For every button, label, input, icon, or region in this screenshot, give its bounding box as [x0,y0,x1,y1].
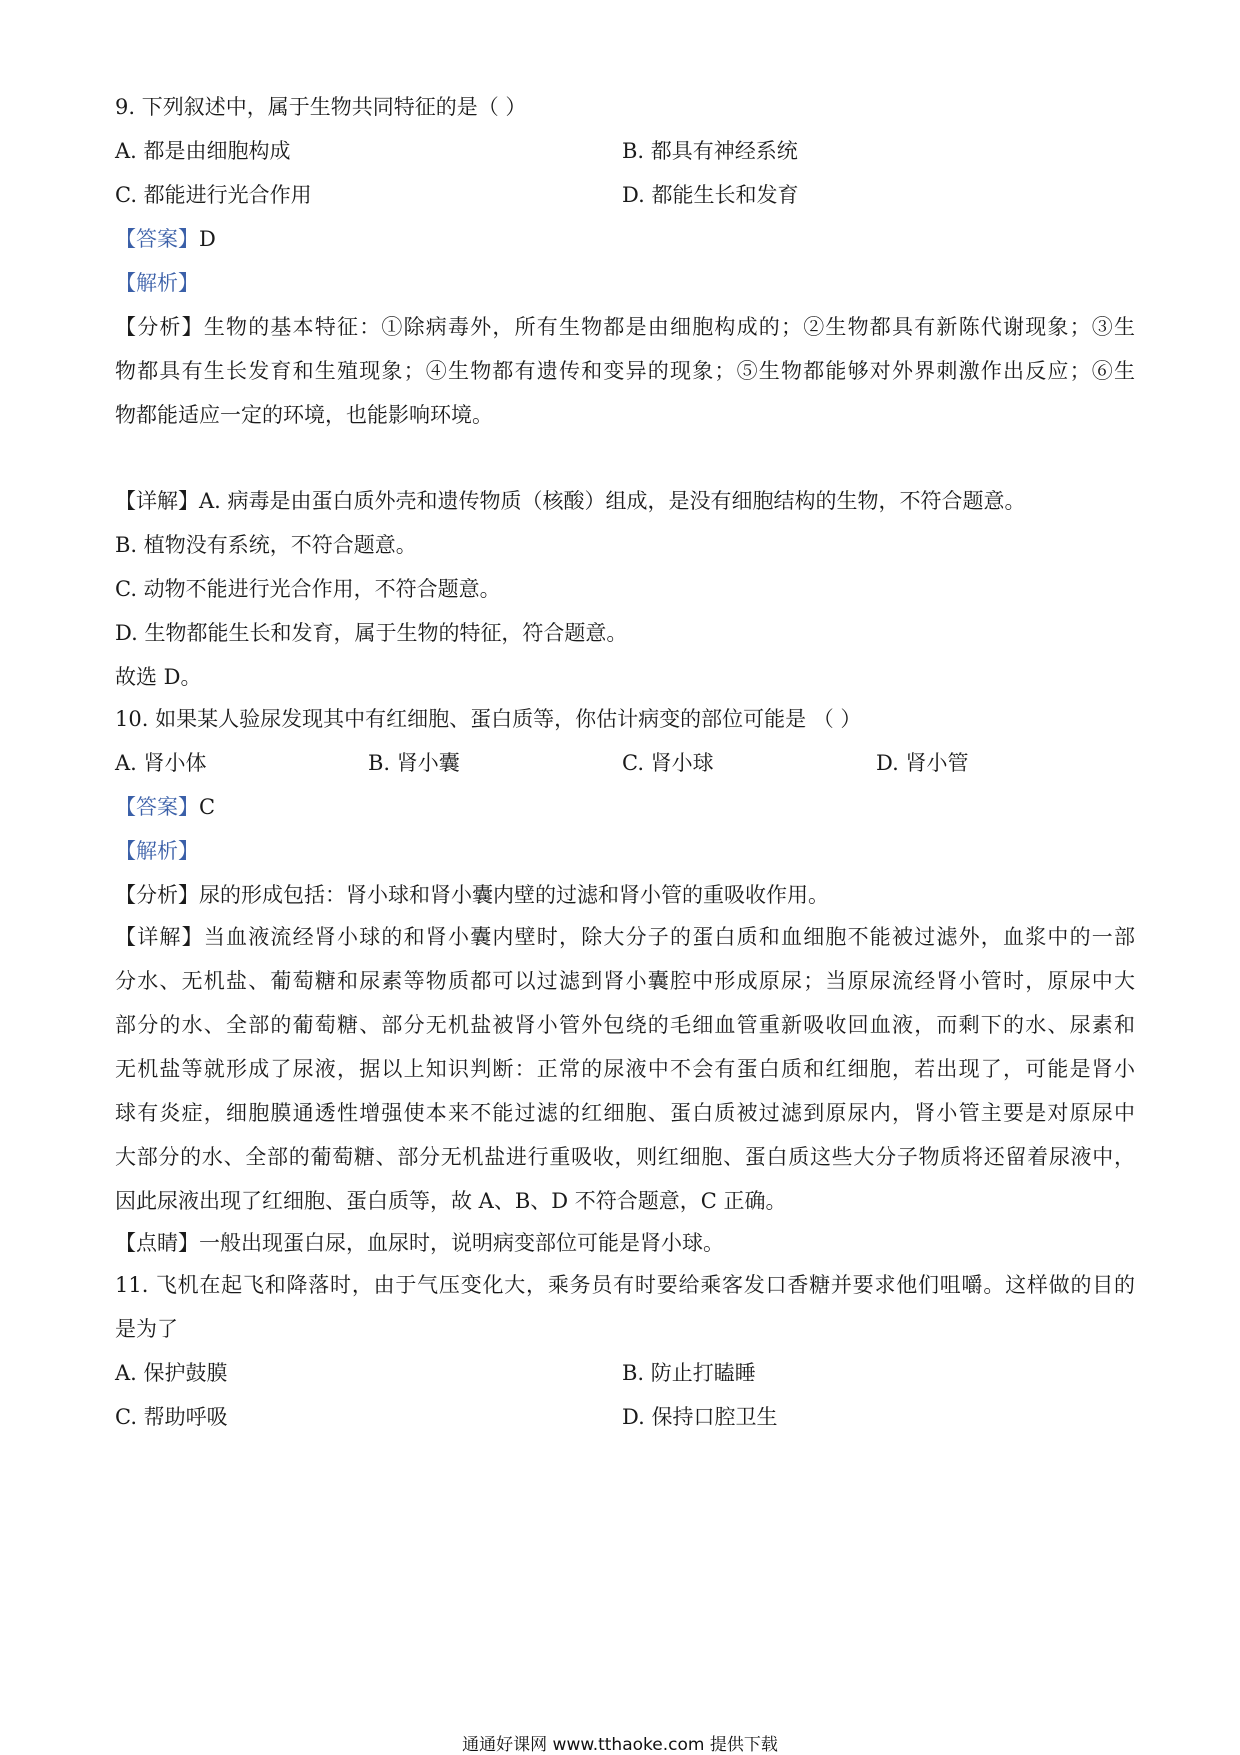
q9-fenxi-tag: 【分析】 [115,315,204,339]
q10-fenxi-tag: 【分析】 [115,883,199,907]
q9-fenxi-text-1: 生物的基本特征：①除病毒外，所有生物都是由细胞构成的；②生物都具有新陈代谢现象；③生 [203,315,1136,339]
q9-fenxi-line-3: 物都能适应一定的环境，也能影响环境。 [115,403,493,427]
q9-xiangjie-line-2: B. 植物没有系统，不符合题意。 [115,533,417,557]
q9-analysis-tag [115,268,1135,298]
q10-option-b: B. 肾小囊 [368,751,460,775]
q9-stem: 9. 下列叙述中，属于生物共同特征的是（ ） [115,95,527,119]
q11-option-b: B. 防止打瞌睡 [622,1361,756,1385]
q9-option-d: D. 都能生长和发育 [622,183,799,207]
q10-fenxi-line [115,880,1135,910]
q9-answer-value: D [199,227,216,251]
q9-xiangjie-text-1: A. 病毒是由蛋白质外壳和遗传物质（核酸）组成，是没有细胞结构的生物，不符合题意。 [199,489,1026,513]
q10-option-a: A. 肾小体 [115,751,207,775]
q10-answer-value: C [199,795,216,819]
q11-stem-line-2: 是为了 [115,1317,178,1341]
q10-xiangjie-line-6: 大部分的水、全部的葡萄糖、部分无机盐进行重吸收，则红细胞、蛋白质这些大分子物质将还留着尿液中， [115,1145,1135,1169]
q10-xiangjie-line-2: 分水、无机盐、葡萄糖和尿素等物质都可以过滤到肾小囊腔中形成原尿；当原尿流经肾小管时，原尿中大 [115,969,1135,993]
q9-conclusion: 故选 D。 [115,665,202,689]
q10-analysis-label: 【解析】 [115,839,199,863]
q10-xiangjie-line-3: 部分的水、全部的葡萄糖、部分无机盐被肾小管外包绕的毛细血管重新吸收回血液，而剩下的水、尿素和 [115,1013,1135,1037]
q9-option-b: B. 都具有神经系统 [622,139,798,163]
q10-answer-row [115,792,1135,822]
q9-xiangjie-line-3: C. 动物不能进行光合作用，不符合题意。 [115,577,501,601]
q10-fenxi-text: 尿的形成包括：肾小球和肾小囊内壁的过滤和肾小管的重吸收作用。 [199,883,829,907]
q10-xiangjie-line-1 [115,922,1135,952]
q9-analysis-label: 【解析】 [115,271,199,295]
q9-fenxi-line-2: 物都具有生长发育和生殖现象；④生物都有遗传和变异的现象；⑤生物都能够对外界刺激作出反应；⑥生 [115,359,1135,383]
q10-xiangjie-text-1: 当血液流经肾小球的和肾小囊内壁时，除大分子的蛋白质和血细胞不能被过滤外，血浆中的一部 [203,925,1136,949]
q9-answer-row [115,224,1135,254]
q10-xiangjie-line-7: 因此尿液出现了红细胞、蛋白质等，故 A、B、D 不符合题意，C 正确。 [115,1189,787,1213]
q10-xiangjie-line-4: 无机盐等就形成了尿液，据以上知识判断：正常的尿液中不会有蛋白质和红细胞，若出现了，可能是肾小 [115,1057,1135,1081]
q10-stem: 10. 如果某人验尿发现其中有红细胞、蛋白质等，你估计病变的部位可能是 （ ） [115,707,862,731]
q10-analysis-tag [115,836,1135,866]
q10-xiangjie-line-5: 球有炎症，细胞膜通透性增强使本来不能过滤的红细胞、蛋白质被过滤到原尿内，肾小管主要是对原尿中 [115,1101,1135,1125]
q11-stem-line-1: 11. 飞机在起飞和降落时，由于气压变化大，乘务员有时要给乘客发口香糖并要求他们咀嚼。这样做的目的 [115,1273,1135,1297]
q10-xiangjie-tag: 【详解】 [115,925,204,949]
q9-option-a: A. 都是由细胞构成 [115,139,291,163]
q10-dianjing-line [115,1228,1135,1258]
q10-option-c: C. 肾小球 [622,751,714,775]
q9-xiangjie-line-1 [115,486,1135,516]
q10-answer-tag: 【答案】 [115,795,199,819]
q10-option-d: D. 肾小管 [876,751,969,775]
q9-answer-tag: 【答案】 [115,227,199,251]
q10-dianjing-tag: 【点睛】 [115,1231,199,1255]
q11-option-d: D. 保持口腔卫生 [622,1405,778,1429]
q9-xiangjie-line-4: D. 生物都能生长和发育，属于生物的特征，符合题意。 [115,621,628,645]
q9-option-c: C. 都能进行光合作用 [115,183,312,207]
q11-option-c: C. 帮助呼吸 [115,1405,228,1429]
page-footer: 通通好课网 www.tthaoke.com 提供下载 [462,1735,778,1755]
q11-option-a: A. 保护鼓膜 [115,1361,228,1385]
q9-fenxi-line-1 [115,312,1135,342]
q10-dianjing-text: 一般出现蛋白尿，血尿时，说明病变部位可能是肾小球。 [199,1231,724,1255]
q9-xiangjie-tag: 【详解】 [115,489,199,513]
